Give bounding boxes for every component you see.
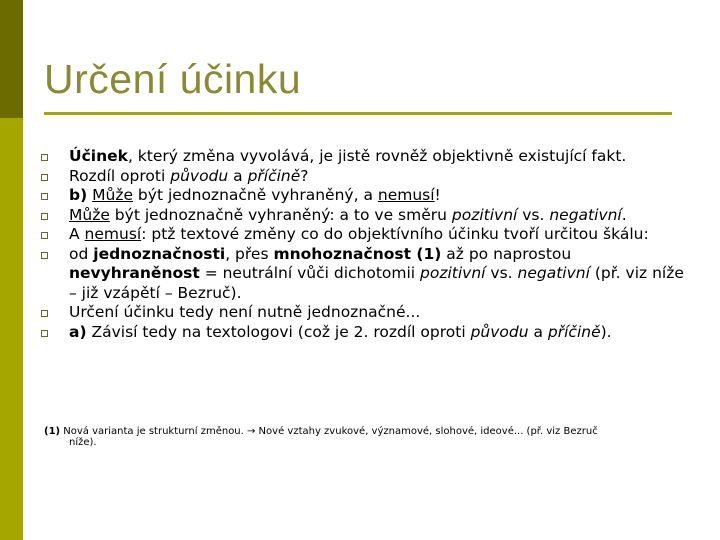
item-italic: původu [470, 322, 529, 341]
term-ucinek: Účinek [69, 147, 128, 165]
item-underlined: Může [92, 186, 133, 204]
footnote-text: Nová varianta je strukturní změnou. → Nové vztahy zvukové, významové, slohové, ideové... (př. viz Bezruč [60, 426, 598, 437]
hollow-square-bullet-icon [41, 330, 48, 337]
hollow-square-bullet-icon [41, 193, 48, 200]
item-italic: pozitivní [420, 264, 486, 282]
list-item [40, 147, 690, 167]
item-text: vs. [485, 264, 518, 282]
list-item [40, 225, 690, 245]
item-text: : ptž textové změny co do objektívního účinku tvoří určitou škálu: [141, 225, 649, 243]
hollow-square-bullet-icon [41, 154, 48, 161]
side-accent-bar-top [0, 0, 23, 118]
list-item [40, 186, 690, 206]
item-text: a [528, 322, 548, 341]
item-text: Určení účinku tedy není nutně jednoznačné... [69, 303, 421, 321]
item-italic: příčině [547, 322, 601, 341]
item-italic: příčině [247, 166, 301, 185]
hollow-square-bullet-icon [41, 252, 48, 259]
hollow-square-bullet-icon [41, 213, 48, 220]
list-item [40, 323, 690, 343]
footnote [44, 426, 684, 448]
item-text: až po naprostou [441, 244, 572, 263]
item-text: a [228, 166, 248, 185]
item-text: být jednoznačně vyhraněný, a [133, 186, 378, 204]
item-bold: b) [69, 186, 88, 204]
item-bold: mnohoznačnost (1) [273, 244, 442, 263]
item-text: A [69, 225, 85, 243]
footnote-mark: (1) [44, 426, 61, 437]
list-item [40, 245, 690, 304]
item-text: Rozdíl oproti [69, 166, 171, 185]
hollow-square-bullet-icon [41, 232, 48, 239]
list-item [40, 167, 690, 187]
item-text: , přes [225, 244, 274, 263]
item-italic: negativní [517, 264, 590, 282]
list-item [40, 303, 690, 323]
footnote-text-continued: níže). [69, 437, 97, 448]
title-underline [44, 112, 672, 115]
slide-title: Určení účinku [44, 56, 302, 102]
list-item [40, 206, 690, 226]
item-text: (př. viz níže – již vzápětí – Bezruč). [69, 264, 684, 302]
item-underlined: nemusí [84, 225, 142, 243]
item-bold: a) [69, 322, 87, 341]
item-text: od [69, 244, 94, 263]
item-text: vs. [517, 205, 550, 224]
item-text: , který změna vyvolává, je jistě rovněž objektivně existující fakt. [127, 147, 627, 165]
item-text: být jednoznačně vyhraněný: a to ve směru [109, 205, 452, 224]
item-italic: negativní [549, 205, 622, 224]
item-text: . [621, 205, 627, 224]
hollow-square-bullet-icon [41, 174, 48, 181]
bullet-list [40, 147, 690, 342]
item-italic: původu [170, 166, 229, 185]
item-underlined: nemusí [377, 186, 435, 204]
hollow-square-bullet-icon [41, 310, 48, 317]
item-bold: jednoznačnosti [93, 244, 226, 263]
item-bold: nevyhraněnost [69, 264, 200, 282]
item-text: ? [300, 166, 309, 185]
item-text: Závisí tedy na textologovi (což je 2. rozdíl oproti [86, 322, 471, 341]
item-underlined: Může [69, 205, 110, 224]
item-italic: pozitivní [451, 205, 518, 224]
item-text: ! [434, 186, 441, 204]
item-text: = neutrální vůči dichotomii [199, 264, 421, 282]
item-text: ). [600, 322, 612, 341]
